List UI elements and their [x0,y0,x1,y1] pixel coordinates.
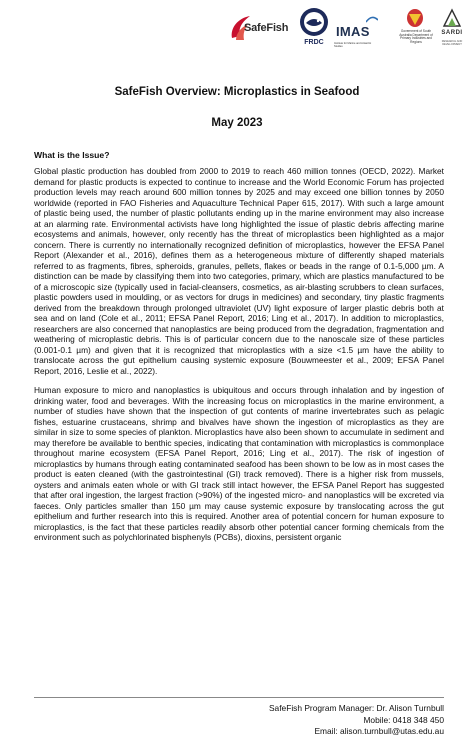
frdc-logo-text: FRDC [304,39,324,46]
document-date: May 2023 [211,117,263,129]
imas-logo [336,14,376,54]
sardi-emblem-icon [438,6,466,30]
document-title: SafeFish Overview: Microplastics in Seafood [114,86,360,98]
body-paragraph: Global plastic production has doubled from 2000 to 2019 to reach 460 million tonnes (OECD, 2022). Market demand for plastic products is expected to continue to increase and the World Economic Forum has projected production levels may reach around 600 million tonnes by 2025 and may exceed one billion tonnes by 2050 worldwide (reported in FAO Fisheries and Aquaculture Technical Paper 615, 2017). With such a large amount of plastic being used, the number of plastic pollutants ending up in the marine environment may also increase at an alarming rate. Environmental activists have long highlighted the issue of plastic debris affecting marine ecosystems and animals, however, only recently has the threat of microplastics been highlighted as a major concern. There is currently no internationally recognized definition of microplastics, however the EFSA Panel Report (Alexander et al., 2016), defines them as a heterogeneous mixture of differently shaped materials referred to as fragments, fibres, spheroids, granules, pellets, flakes or beads in the range of 0.1-5,000 µm. A distinction can be made by classifying them into two categories, primary, which are plastics manufactured to be of a microscopic size (typically used in facial-cleansers, cosmetics, as air-blasting scrubbers to clean surfaces, plastic powders used in moulding, or as vectors for drugs in medicines) and secondary, tiny plastic fragments derived from the breakdown through prolonged ultraviolet (UV) light exposure of larger plastic debris both at sea and on land (Cole et al., 2011; EFSA Panel Report, 2016; Ling et al., 2017). In addition to microplastics, researchers are also concerned that nanoplastics are being produced from the degradation, fragmentation and weathering of microplastic debris. This is of particular concern due to the nanoscale size of these particles (0.001-0.1 µm) and given that it is recognized that microplastics with a size <1.5 µm have the ability to translocate across the gut epithelium causing systemic exposure (Bouwmeester et al., 2009; EFSA Panel Report, 2016, Leslie et al., 2022). [34,166,444,376]
safefish-logo [228,14,294,42]
footer-divider [34,697,444,698]
frdc-emblem-icon [296,6,332,38]
sa-crest-icon [398,8,432,30]
imas-logo-text: IMAS [336,24,370,39]
footer-manager: SafeFish Program Manager: Dr. Alison Turnbull [268,703,444,713]
sardi-logo-text: SARDI [441,30,463,36]
section-heading: What is the Issue? [34,150,110,160]
footer-mobile: Mobile: 0418 348 450 [363,714,444,725]
contact-footer [230,703,444,738]
safefish-logo-text: SafeFish [244,22,289,34]
body-paragraph: Human exposure to micro and nanoplastics is ubiquitous and occurs through inhalation and by ingestion of drinking water, food and beverages. With the increasing focus on microplastics in the marine environment, a number of studies have shown that the inspection of gut contents of marine invertebrates such as pelagic fishes, estuarine crustaceans, shrimp and bivalves have shown the ingestion of microplastics as they are similar in size to some species of plankton. Microplastics have also been shown to accumulate in sediment and may therefore be available to benthic species, indicating that contamination with microplastics is commonplace throughout marine ecosystem (EFSA Panel Report, 2016; Ling et al., 2017). The risk of ingestion of microplastics by humans through eating contaminated seafood has been shown to be low as in most cases the product is eaten cleaned (with the gastrointestinal (GI) track removed). There is a higher risk from mussels, oysters and animals eaten whole or with GI track still intact however, the EFSA Panel Report has suggested that after oral ingestion, the largest fraction (>90%) of the ingested micro- and nanoplastics will be excreted via faeces. Only particles smaller than 150 µm may cause systemic exposure by translocating across the gut epithelium and further research into this is required. Another area of potential concern for human exposure to microplastics, is the fact that these particles readily absorb other potential cancer forming chemicals from the environment such as polychlorinated bisphenyls (PCBs), dioxins, persistent organic [34,385,444,542]
sa-government-logo-text: Government of South Australia Department of Primary Industries and Regions [399,29,433,44]
sardi-logo-subtext: RESEARCH AND DEVELOPMENT [441,40,463,46]
sardi-logo [438,6,466,58]
imas-logo-subtext: Institute for Marine and Antarctic Studies [334,42,372,48]
sa-government-logo [398,8,432,52]
frdc-logo [296,6,332,50]
imas-wave-icon [366,14,378,24]
footer-email[interactable]: Email: alison.turnbull@utas.edu.au [314,726,444,736]
document-body [34,150,444,552]
logo-header [0,0,474,62]
